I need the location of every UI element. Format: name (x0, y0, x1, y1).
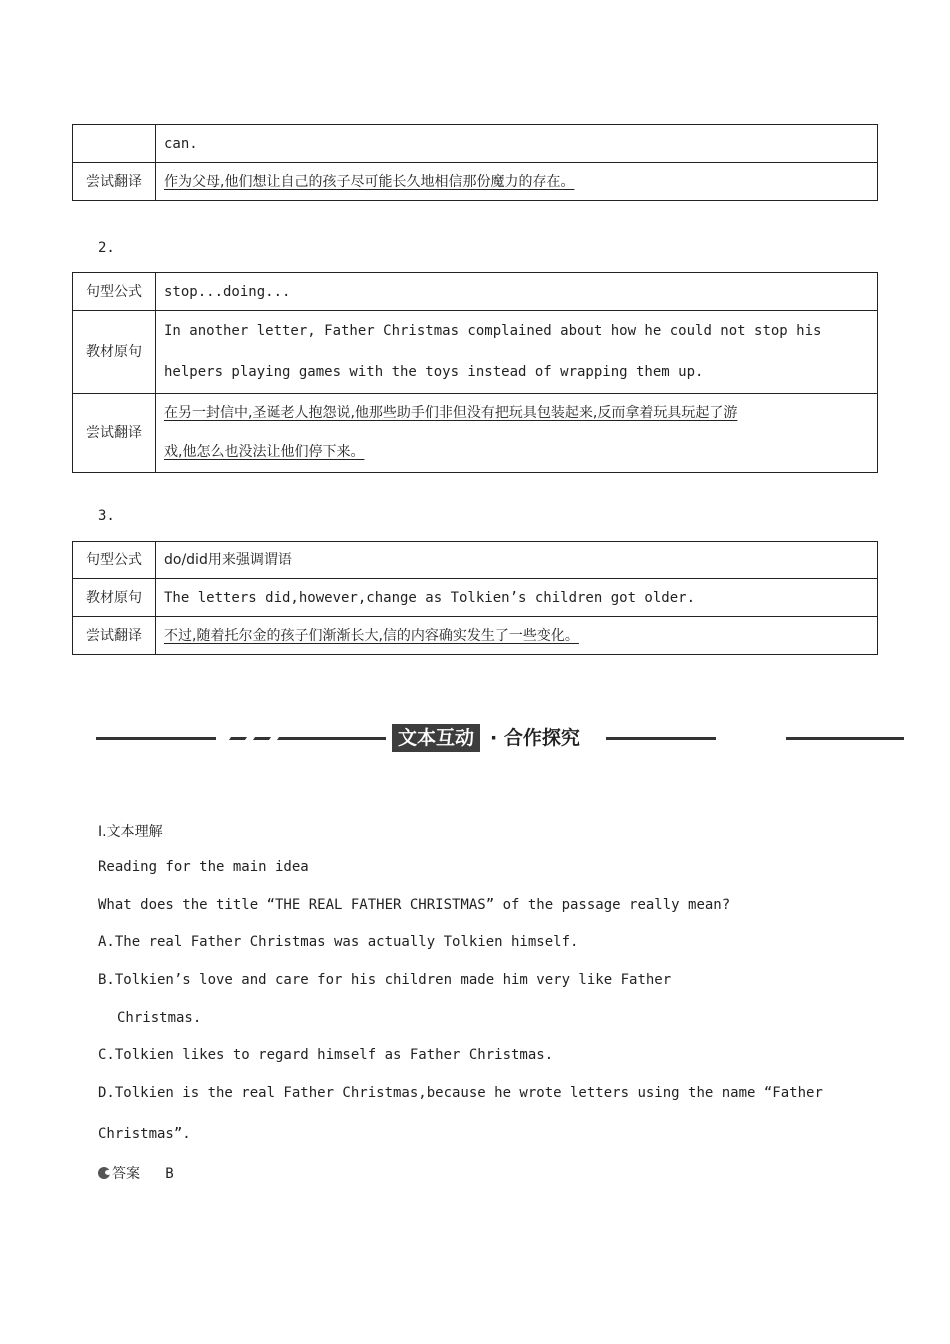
option-b-line-1: B.Tolkien’s love and care for his children made him very like Father (98, 972, 672, 988)
banner-dash (253, 737, 271, 740)
table-row (73, 394, 878, 473)
answer-label: 答案 (112, 1166, 140, 1182)
original-sentence (156, 311, 878, 394)
table-row (73, 579, 878, 617)
formula-label: 句型公式 (73, 273, 156, 311)
option-d-line-2: Christmas”. (98, 1126, 191, 1142)
question-text: What does the title “THE REAL FATHER CHRISTMAS” of the passage really mean? (98, 897, 731, 913)
banner-line-left (96, 737, 216, 740)
translation-line-2: 戏,他怎么也没法让他们停下来。 (164, 444, 365, 460)
banner-tag: 文本互动 (392, 724, 480, 752)
table-row (73, 125, 878, 163)
translate-label: 尝试翻译 (73, 617, 156, 655)
original-line-2: helpers playing games with the toys instead of wrapping them up. (164, 364, 704, 380)
option-c: C.Tolkien likes to regard himself as Father Christmas. (98, 1047, 554, 1063)
translate-label: 尝试翻译 (73, 394, 156, 473)
translation-cell (156, 394, 878, 473)
item-number-2: 2. (98, 240, 115, 256)
table-row (73, 542, 878, 579)
table-item-3 (72, 541, 878, 655)
answer-value: B (165, 1166, 174, 1182)
translate-label: 尝试翻译 (73, 163, 156, 201)
option-a: A.The real Father Christmas was actually Tolkien himself. (98, 934, 579, 950)
option-b-line-2: Christmas. (117, 1010, 202, 1026)
original-label: 教材原句 (73, 311, 156, 394)
empty-label-cell (73, 125, 156, 163)
original-sentence-tail: can. (156, 125, 878, 163)
item-number-3: 3. (98, 508, 115, 524)
formula-label: 句型公式 (73, 542, 156, 579)
banner-subtitle: · 合作探究 (490, 727, 580, 749)
section-subheading: Reading for the main idea (98, 859, 309, 875)
original-line-1: In another letter, Father Christmas complained about how he could not stop his (164, 323, 822, 339)
banner-dash (229, 737, 247, 740)
original-label: 教材原句 (73, 579, 156, 617)
table-row (73, 311, 878, 394)
table-item-2 (72, 272, 878, 473)
table-row (73, 163, 878, 201)
table-row (73, 273, 878, 311)
banner-line-right (606, 737, 716, 740)
translation-text: 作为父母,他们想让自己的孩子尽可能长久地相信那份魔力的存在。 (164, 173, 575, 190)
option-d-line-1: D.Tolkien is the real Father Christmas,because he wrote letters using the name “Father (98, 1085, 823, 1101)
formula-text: stop...doing... (156, 273, 878, 311)
translation-text: 不过,随着托尔金的孩子们渐渐长大,信的内容确实发生了一些变化。 (164, 627, 579, 644)
translation-line-1: 在另一封信中,圣诞老人抱怨说,他那些助手们非但没有把玩具包装起来,反而拿着玩具玩起了游 (164, 405, 738, 421)
banner-line-far-right (786, 737, 904, 740)
section-banner (96, 724, 906, 754)
table-continued (72, 124, 878, 201)
answer-row (98, 1163, 174, 1183)
section-heading: Ⅰ.文本理解 (98, 824, 163, 840)
table-row (73, 617, 878, 655)
formula-text: do/did用来强调谓语 (156, 542, 878, 579)
answer-icon (98, 1167, 110, 1179)
banner-line-mid (290, 737, 386, 740)
original-sentence: The letters did,however,change as Tolkien’s children got older. (156, 579, 878, 617)
